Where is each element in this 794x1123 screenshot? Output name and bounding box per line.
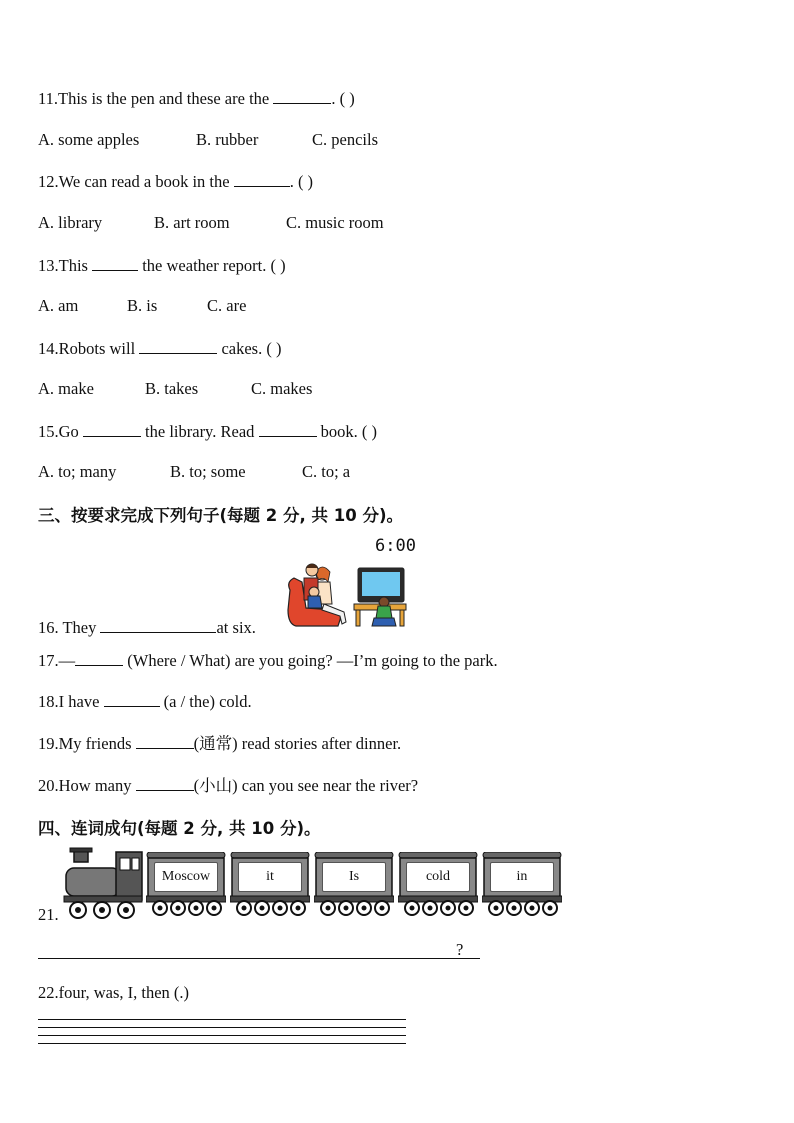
question-stem: 16. They [38, 618, 97, 637]
option-b: B. to; some [170, 462, 246, 481]
question-19: 19.My friends (通常) read stories after dinner. [38, 734, 402, 753]
train-car [482, 852, 562, 918]
question-stem: 11.This is the pen and these are the [38, 89, 270, 108]
options-15 [38, 462, 350, 482]
train-car [230, 852, 310, 918]
section-3-heading: 三、按要求完成下列句子(每题 2 分, 共 10 分)。 [38, 506, 404, 525]
answer-blank[interactable] [104, 691, 160, 707]
answer-blank-1[interactable] [83, 421, 141, 437]
question-14: 14.Robots will cakes. ( ) [38, 339, 282, 358]
question-stem: 15.Go [38, 422, 79, 441]
option-a: A. library [38, 213, 103, 232]
train-car [146, 852, 226, 918]
question-22: 22.four, was, I, then (.) [38, 983, 190, 1002]
option-b: B. rubber [196, 130, 259, 149]
option-c: C. are [207, 296, 247, 315]
question-stem: 17.— [38, 651, 76, 670]
answer-paren[interactable]: ( ) [361, 422, 378, 441]
option-b: B. is [127, 296, 158, 315]
question-stem: 18.I have [38, 692, 100, 711]
answer-paren[interactable]: ( ) [270, 256, 286, 275]
question-16: 16. They at six. [38, 618, 256, 637]
time-label: 6:00 [375, 536, 416, 556]
answer-blank[interactable] [136, 733, 194, 749]
option-a: A. make [38, 379, 94, 398]
question-20: 20.How many (小山) can you see near the river? [38, 776, 419, 795]
options-12 [38, 213, 384, 233]
option-b: B. takes [145, 379, 199, 398]
question-stem: 20.How many [38, 776, 132, 795]
question-18: 18.I have (a / the) cold. [38, 692, 252, 711]
question-15: 15.Go the library. Read book. ( ) [38, 422, 378, 441]
word-card: cold [406, 862, 470, 892]
answer-blank[interactable] [75, 650, 123, 666]
option-a: A. some apples [38, 130, 140, 149]
option-a: A. to; many [38, 462, 117, 481]
options-13 [38, 296, 246, 316]
answer-blank[interactable] [273, 88, 331, 104]
end-mark: ? [456, 940, 464, 959]
options-14 [38, 379, 312, 399]
word-card: Moscow [154, 862, 218, 892]
answer-blank[interactable] [136, 775, 194, 791]
answer-paren[interactable]: ( ) [339, 89, 355, 108]
writing-line-3[interactable] [38, 1035, 406, 1036]
question-stem: 14.Robots will [38, 339, 136, 358]
option-c: C. music room [286, 213, 384, 232]
answer-blank[interactable] [234, 171, 290, 187]
option-c: C. pencils [312, 130, 378, 149]
section-4-heading: 四、连词成句(每题 2 分, 共 10 分)。 [38, 819, 321, 838]
question-11: 11.This is the pen and these are the . ( ) [38, 89, 355, 108]
word-card: Is [322, 862, 386, 892]
option-c: C. to; a [302, 462, 351, 481]
answer-blank[interactable] [139, 338, 217, 354]
writing-line-4[interactable] [38, 1043, 406, 1044]
answer-line-21[interactable] [38, 958, 480, 959]
question-17: 17.— (Where / What) are you going? —I’m going to the park. [38, 651, 498, 670]
question-stem: 19.My friends [38, 734, 132, 753]
train-car [314, 852, 394, 918]
options-11 [38, 130, 378, 150]
question-21-number: 21. [38, 905, 59, 924]
answer-blank[interactable] [92, 255, 138, 271]
question-13: 13.This the weather report. ( ) [38, 256, 286, 275]
answer-paren[interactable]: ( ) [266, 339, 282, 358]
answer-blank[interactable] [100, 617, 216, 633]
option-b: B. art room [154, 213, 230, 232]
locomotive-icon [62, 846, 146, 922]
family-watching-tv-illustration [284, 560, 412, 630]
option-a: A. am [38, 296, 79, 315]
option-c: C. makes [251, 379, 313, 398]
word-card: it [238, 862, 302, 892]
answer-paren[interactable]: ( ) [297, 172, 314, 191]
word-card: in [490, 862, 554, 892]
question-stem: 12.We can read a book in the [38, 172, 230, 191]
question-12: 12.We can read a book in the . ( ) [38, 172, 314, 191]
question-stem: 13.This [38, 256, 88, 275]
writing-line-2[interactable] [38, 1027, 406, 1028]
writing-line-1[interactable] [38, 1019, 406, 1020]
answer-blank-2[interactable] [259, 421, 317, 437]
train-car [398, 852, 478, 918]
